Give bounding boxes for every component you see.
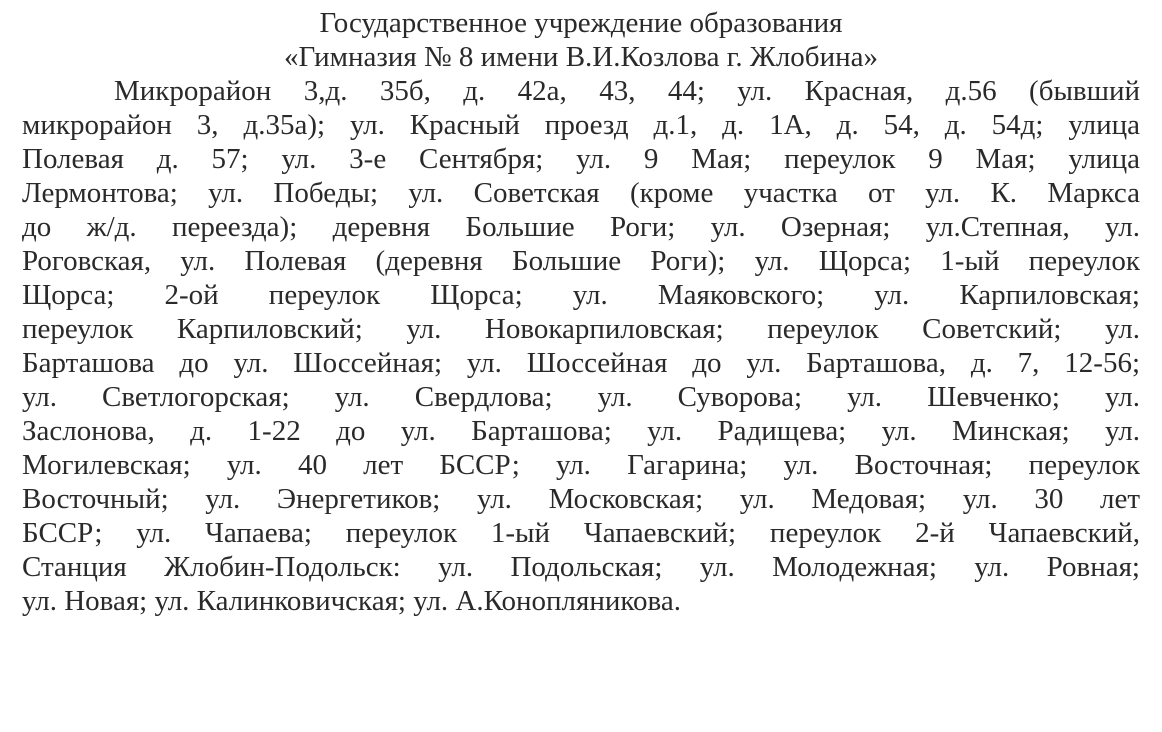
- paragraph-line: Могилевская; ул. 40 лет БССР; ул. Гагарина; ул. Восточная; переулок: [22, 449, 1140, 481]
- document-title-line-1: Государственное учреждение образования: [319, 7, 843, 39]
- paragraph-line: Щорса; 2-ой переулок Щорса; ул. Маяковского; ул. Карпиловская;: [22, 279, 1140, 311]
- paragraph-line: микрорайон 3, д.35а); ул. Красный проезд д.1, д. 1А, д. 54, д. 54д; улица: [22, 109, 1140, 141]
- document-title-line-2: «Гимназия № 8 имени В.И.Козлова г. Жлобина»: [284, 41, 878, 73]
- paragraph-line: переулок Карпиловский; ул. Новокарпиловская; переулок Советский; ул.: [22, 313, 1140, 345]
- paragraph-line: Станция Жлобин-Подольск: ул. Подольская; ул. Молодежная; ул. Ровная;: [22, 551, 1140, 583]
- paragraph-line: до ж/д. переезда); деревня Большие Роги; ул. Озерная; ул.Степная, ул.: [22, 211, 1140, 243]
- paragraph-line: Барташова до ул. Шоссейная; ул. Шоссейная до ул. Барташова, д. 7, 12-56;: [22, 347, 1140, 379]
- paragraph-line: БССР; ул. Чапаева; переулок 1-ый Чапаевский; переулок 2-й Чапаевский,: [22, 517, 1140, 549]
- address-list-paragraph: [22, 74, 1140, 618]
- paragraph-line: Полевая д. 57; ул. 3-е Сентября; ул. 9 Мая; переулок 9 Мая; улица: [22, 143, 1140, 175]
- paragraph-line: ул. Светлогорская; ул. Свердлова; ул. Суворова; ул. Шевченко; ул.: [22, 381, 1140, 413]
- paragraph-line: Роговская, ул. Полевая (деревня Большие Роги); ул. Щорса; 1-ый переулок: [22, 245, 1140, 277]
- paragraph-line: Заслонова, д. 1-22 до ул. Барташова; ул. Радищева; ул. Минская; ул.: [22, 415, 1140, 447]
- paragraph-line: Микрорайон 3,д. 35б, д. 42а, 43, 44; ул. Красная, д.56 (бывший: [114, 75, 1140, 107]
- paragraph-line: Восточный; ул. Энергетиков; ул. Московская; ул. Медовая; ул. 30 лет: [22, 483, 1140, 515]
- paragraph-line: Лермонтова; ул. Победы; ул. Советская (кроме участка от ул. К. Маркса: [22, 177, 1140, 209]
- paragraph-line: ул. Новая; ул. Калинковичская; ул. А.Конопляникова.: [22, 585, 681, 617]
